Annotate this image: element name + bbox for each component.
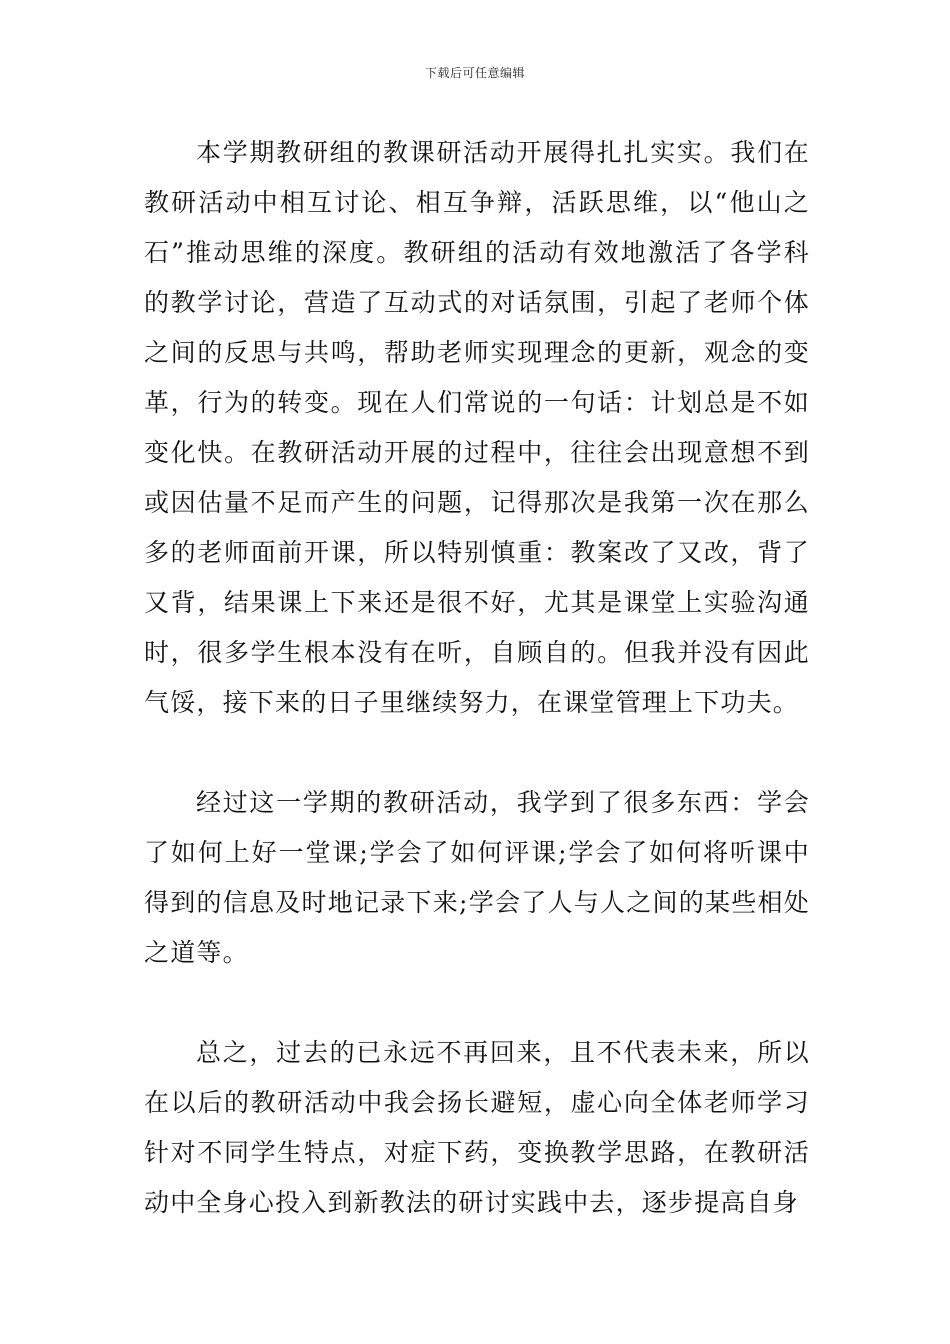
header-note: 下载后可任意编辑 [424, 66, 525, 80]
paragraph-3: 总之，过去的已永远不再回来，且不代表未来，所以在以后的教研活动中我会扬长避短，虚心向全体老师学习针对不同学生特点，对症下药，变换教学思路，在教研活动中全身心投入到新教法的研讨实践中去，逐步提高自身 [144, 1038, 810, 1217]
document-body [144, 128, 810, 1228]
paragraph-1: 本学期教研组的教课研活动开展得扎扎实实。我们在教研活动中相互讨论、相互争辩，活跃思维，以“他山之石”推动思维的深度。教研组的活动有效地激活了各学科的教学讨论，营造了互动式的对话氛围，引起了老师个体之间的反思与共鸣，帮助老师实现理念的更新，观念的变革，行为的转变。现在人们常说的一句话：计划总是不如变化快。在教研活动开展的过程中，往往会出现意想不到或因估量不足而产生的问题，记得那次是我第一次在那么多的老师面前开课，所以特别慎重：教案改了又改，背了又背，结果课上下来还是很不好，尤其是课堂上实验沟通时，很多学生根本没有在听，自顾自的。但我并没有因此气馁，接下来的日子里继续努力，在课堂管理上下功夫。 [144, 138, 810, 717]
paragraph-2: 经过这一学期的教研活动，我学到了很多东西：学会了如何上好一堂课;学会了如何评课;学会了如何将听课中得到的信息及时地记录下来;学会了人与人之间的某些相处之道等。 [144, 788, 810, 967]
